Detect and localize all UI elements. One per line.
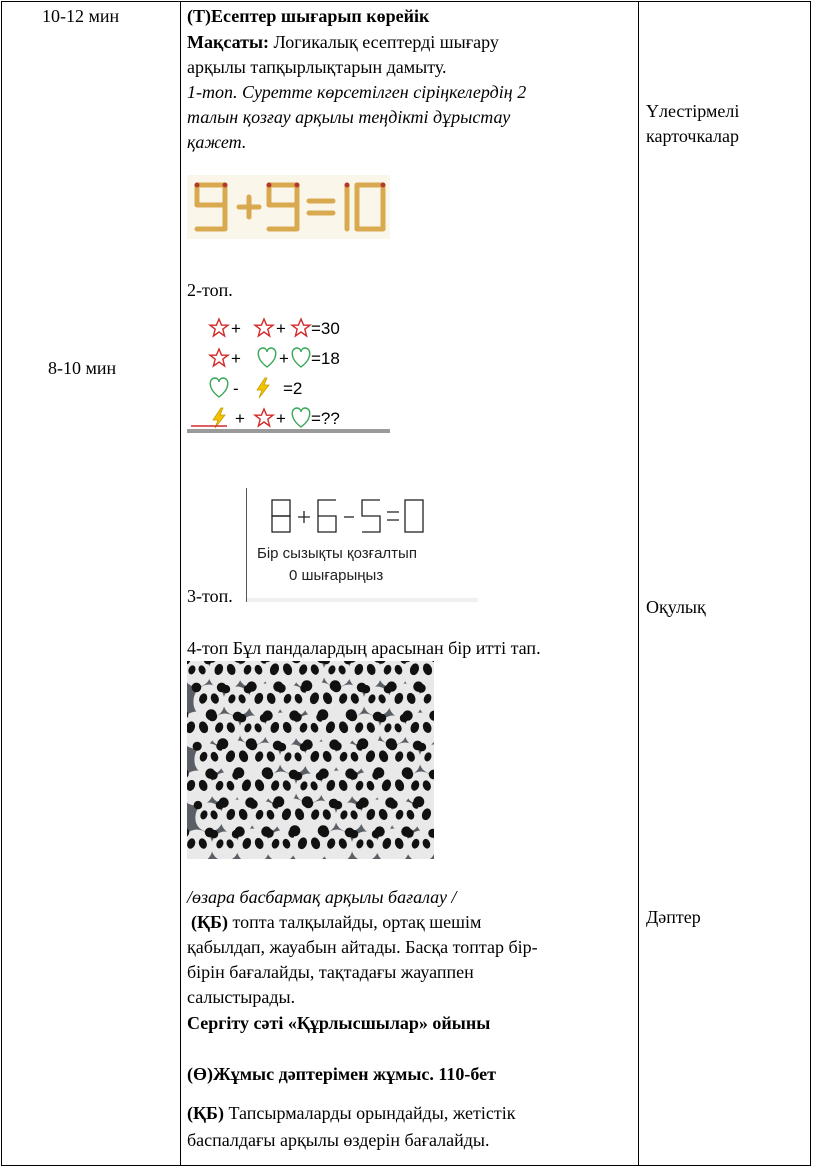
svg-text:-: -	[233, 379, 239, 398]
kb1-line-2: қабылдап, жауабын айтады. Басқа топтар бір-	[187, 937, 538, 957]
group1-line-2: талын қозғау арқылы теңдікті дұрыстау	[187, 107, 511, 127]
kb1-label: (ҚБ)	[191, 912, 228, 932]
assessment-line: /өзара басбармақ арқылы бағалау /	[187, 887, 457, 907]
puzzle-result-3: =2	[283, 379, 303, 398]
resource-2: Оқулық	[646, 597, 706, 617]
kb2-line-2: баспалдағы арқылы өздерін бағалайды.	[187, 1130, 490, 1150]
kb2-label: (ҚБ)	[187, 1103, 224, 1123]
svg-text:+: +	[276, 319, 286, 338]
panda	[187, 830, 213, 859]
goal-text-1: Логикалық есептерді шығару	[269, 32, 499, 52]
svg-text:+: +	[231, 319, 241, 338]
symbol-puzzle-graphic	[187, 308, 390, 433]
puzzle-result-1: =30	[311, 319, 340, 338]
group1-line-1: 1-топ. Суретте көрсетілген сіріңкелердің 2	[187, 82, 527, 102]
group1-line-3: қажет.	[187, 132, 247, 152]
svg-text:+: +	[231, 349, 241, 368]
workbook-line: (Ө)Жұмыс дәптерімен жұмыс. 110-бет	[187, 1064, 496, 1084]
kb1-line-4: салыстырады.	[187, 987, 296, 1007]
panda	[351, 832, 378, 859]
panda	[321, 830, 352, 859]
group3-label: 3-топ.	[187, 586, 233, 606]
goal-line-1	[187, 30, 499, 55]
resource-1-line-1: Үлестірмелі	[646, 101, 740, 121]
resource-3: Дәптер	[646, 907, 701, 927]
digit-equation-graphic	[247, 488, 478, 602]
digit-puzzle-image	[246, 488, 478, 602]
kb1-text-1: топта талқылайды, ортақ шешім	[227, 912, 482, 932]
group4-text: 4-топ Бұл пандалардың арасынан бір итті тап.	[187, 638, 541, 658]
panda	[406, 831, 434, 859]
symbol-puzzle-image	[187, 308, 390, 433]
panda-crowd-image	[187, 661, 434, 859]
panda	[211, 832, 238, 859]
kb1-line-3: бірін бағалайды, тақтадағы жауаппен	[187, 962, 474, 982]
svg-text:+: +	[235, 409, 245, 428]
svg-text:+: +	[279, 349, 289, 368]
resource-1-line-2: карточкалар	[646, 126, 740, 146]
goal-line-2: арқылы тапқырлықтарын дамыту.	[187, 57, 447, 77]
sergitu-line: Сергіту сәті «Құрлысшылар» ойыны	[187, 1013, 491, 1033]
column-divider-1	[180, 2, 181, 1165]
matches-image	[187, 175, 390, 239]
matches-equation-graphic	[187, 175, 390, 239]
time-label-1: 10-12 мин	[42, 6, 120, 26]
kb1-line-1	[191, 910, 481, 935]
kb2-line-1	[187, 1101, 516, 1126]
puzzle-result-4: =??	[311, 409, 340, 428]
digit-hint-1: Бір сызықты қозғалтып	[257, 545, 417, 562]
svg-text:+: +	[276, 409, 286, 428]
section-title: (Т)Есептер шығарып көрейік	[187, 6, 430, 26]
digit-hint-2: 0 шығарыңыз	[289, 567, 384, 584]
time-label-2: 8-10 мин	[48, 358, 117, 378]
column-divider-2	[638, 2, 639, 1165]
puzzle-result-2: =18	[311, 349, 340, 368]
goal-label: Мақсаты:	[187, 32, 269, 52]
kb2-text-1: Тапсырмаларды орындайды, жетістік	[223, 1103, 516, 1123]
group2-label: 2-топ.	[187, 280, 233, 300]
